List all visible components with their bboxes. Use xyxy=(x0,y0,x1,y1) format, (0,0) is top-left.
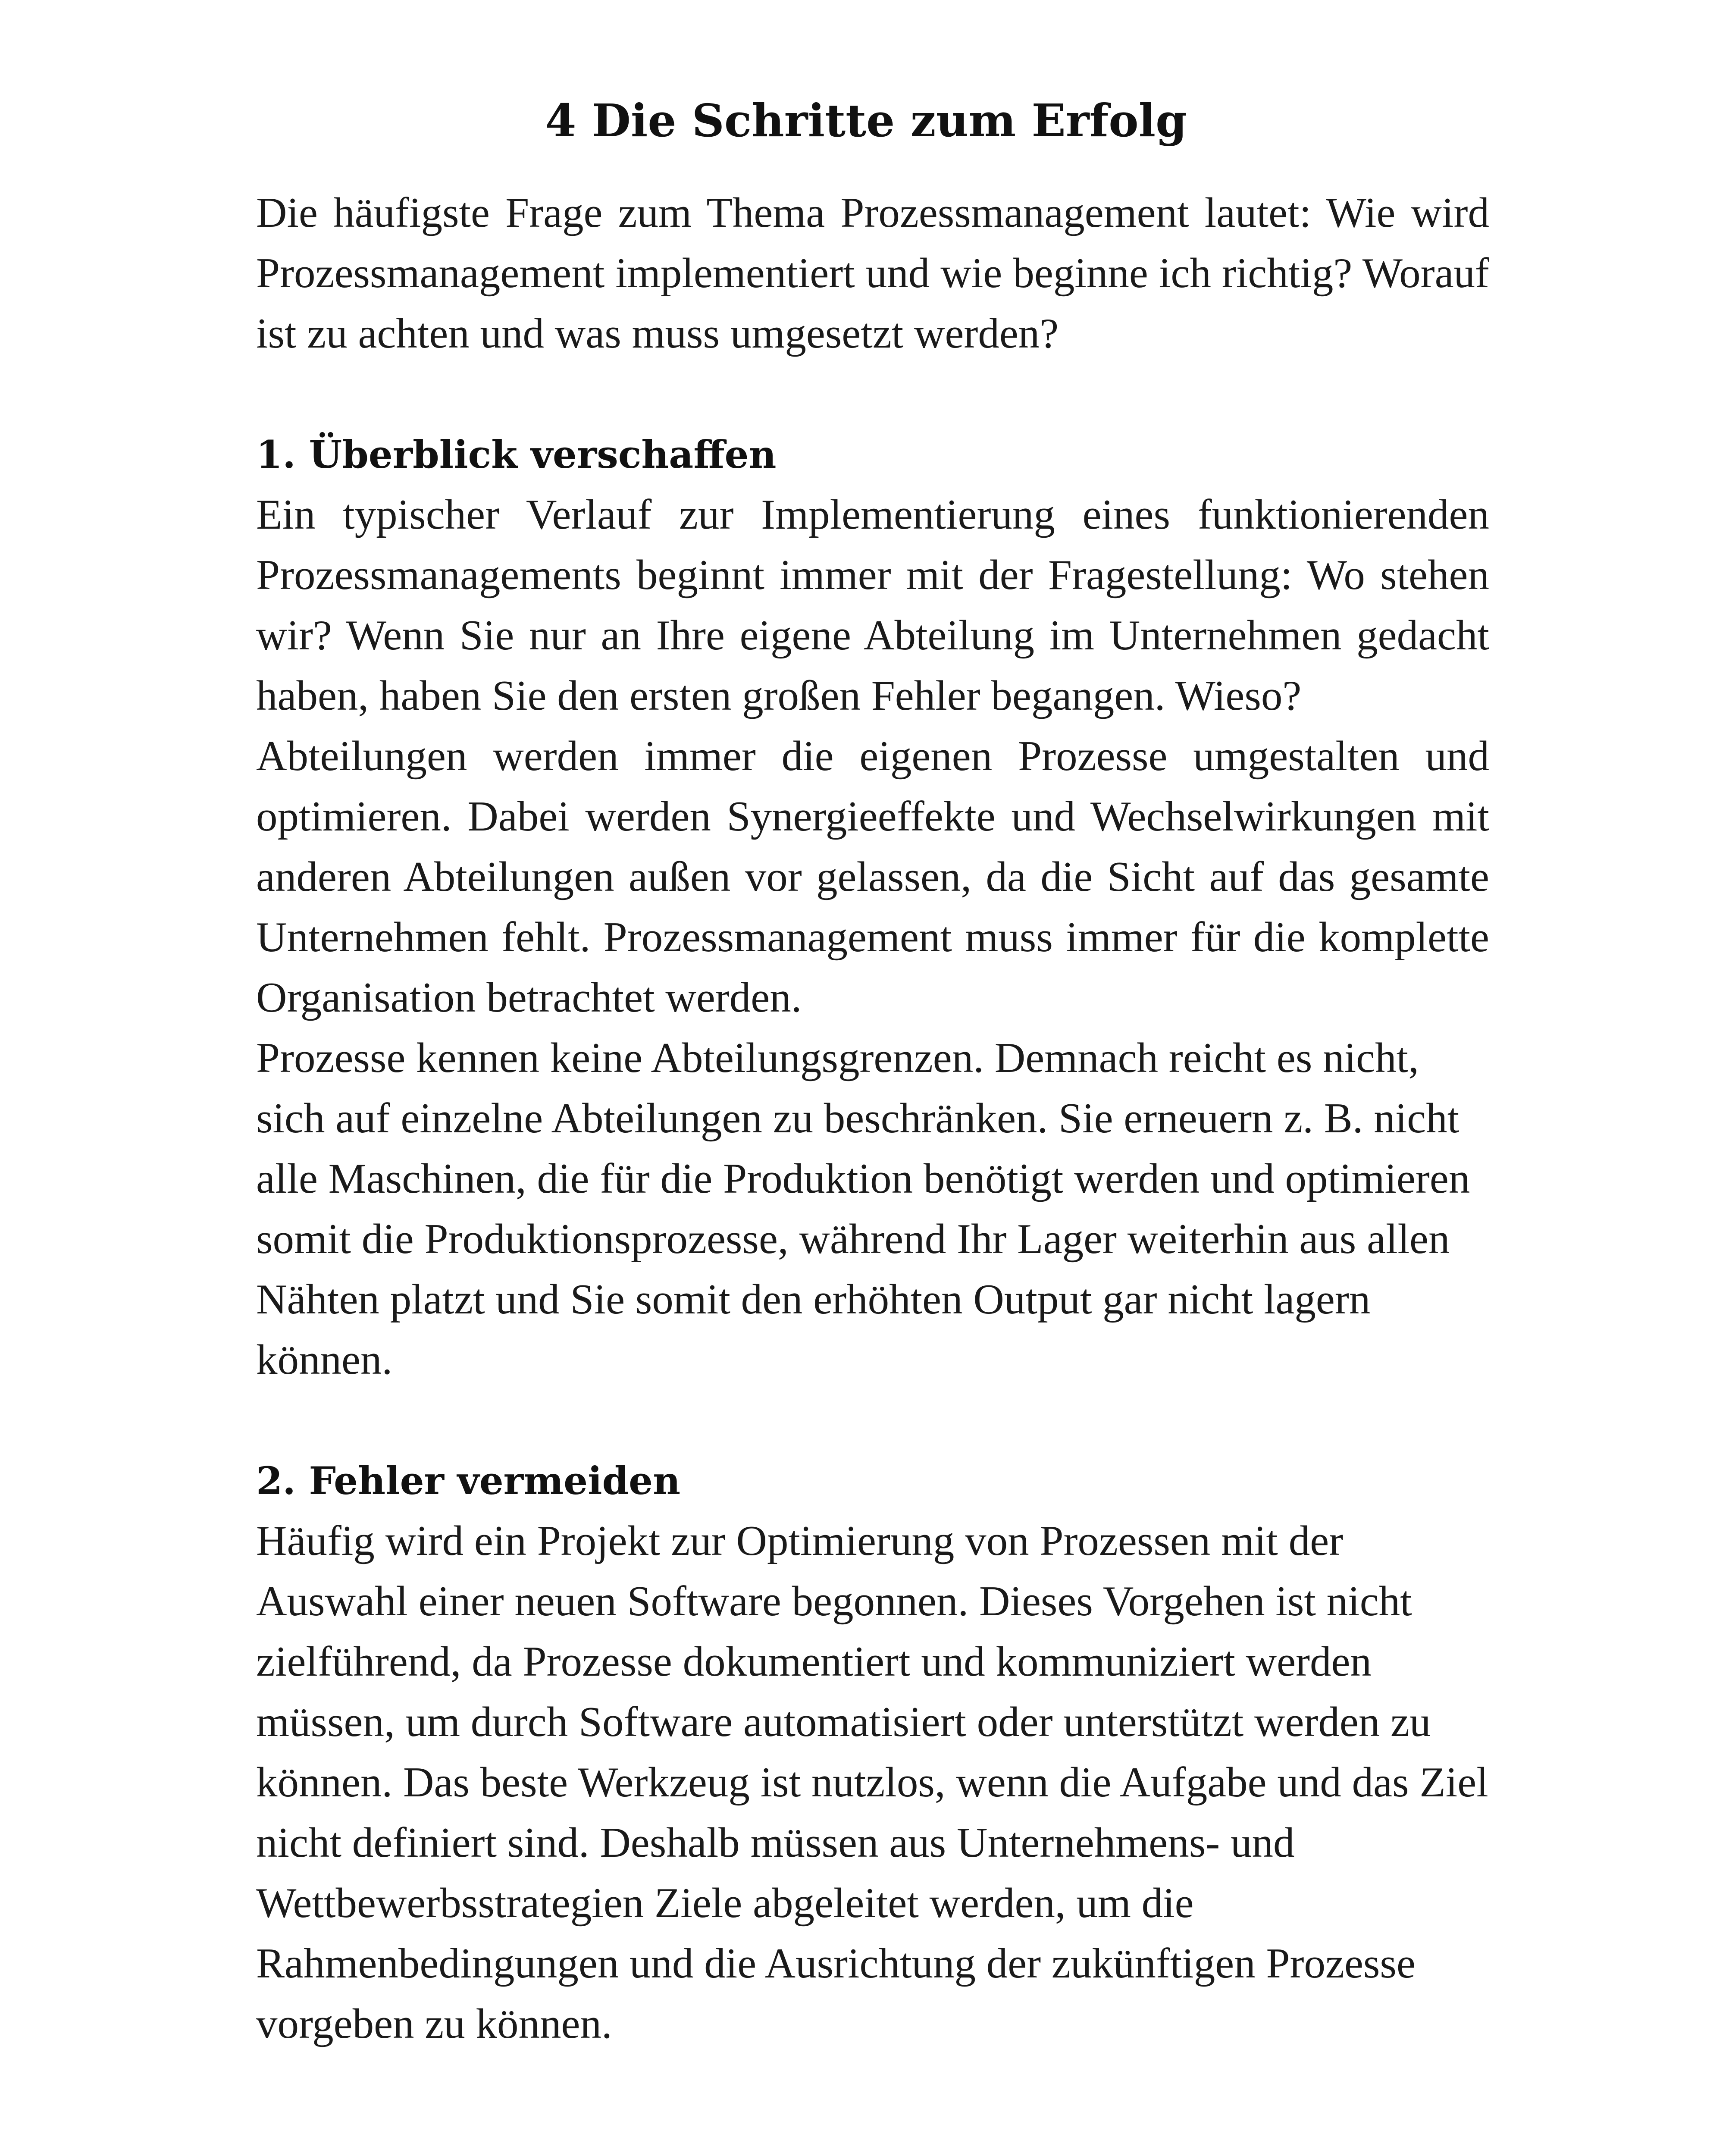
section1-paragraph: Ein typischer Verlauf zur Implementierung eines funktionierenden Prozessmanagements beginnt immer mit der Fragestellung: Wo stehen wir? Wenn Sie nur an Ihre eigene Abteilung im Unternehmen gedacht haben, haben Sie den ersten großen Fehler begangen. Wieso? xyxy=(256,491,1489,719)
section1-paragraph: Prozesse kennen keine Abteilungsgrenzen. Demnach reicht es nicht, sich auf einzelne Abteilungen zu beschränken. Sie erneuern z. B. nicht alle Maschinen, die für die Produktion benötigt werden und optimieren somit die Produktionsprozesse, während Ihr Lager weiterhin aus allen Nähten platzt und Sie somit den erhöhten Output gar nicht lagern können. xyxy=(256,1034,1470,1383)
section1-paragraph: Abteilungen werden immer die eigenen Prozesse umgestalten und optimieren. Dabei werden Synergieeffekte und Wechselwirkungen mit anderen Abteilungen außen vor gelassen, da die Sicht auf das gesamte Unternehmen fehlt. Prozessmanagement muss immer für die komplette Organisation betrachtet werden. xyxy=(256,733,1489,1021)
section-spacer xyxy=(256,364,1489,424)
section2-paragraph: Häufig wird ein Projekt zur Optimierung von Prozessen mit der Auswahl einer neuen Software begonnen. Dieses Vorgehen ist nicht zielführend, da Prozesse dokumentiert und kommuniziert werden müssen, um durch Software automatisiert oder unterstützt werden zu können. Das beste Werkzeug ist nutzlos, wenn die Aufgabe und das Ziel nicht definiert sind. Deshalb müssen aus Unternehmens- und Wettbewerbsstrategien Ziele abgeleitet werden, um die Rahmenbedingungen und die Ausrichtung der zukünftigen Prozesse vorgeben zu können. xyxy=(256,1517,1488,2047)
intro-paragraph: Die häufigste Frage zum Thema Prozessmanagement lautet: Wie wird Prozessmanagement implementiert und wie beginne ich richtig? Worauf ist zu achten und was muss umgesetzt werden? xyxy=(256,189,1489,357)
chapter-title: 4 Die Schritte zum Erfolg xyxy=(545,94,1187,147)
section-heading-overview: 1. Überblick verschaffen xyxy=(256,432,777,477)
section-spacer xyxy=(256,1390,1489,1451)
page-content xyxy=(256,183,1489,2054)
section-heading-avoid-errors: 2. Fehler vermeiden xyxy=(256,1458,681,1503)
